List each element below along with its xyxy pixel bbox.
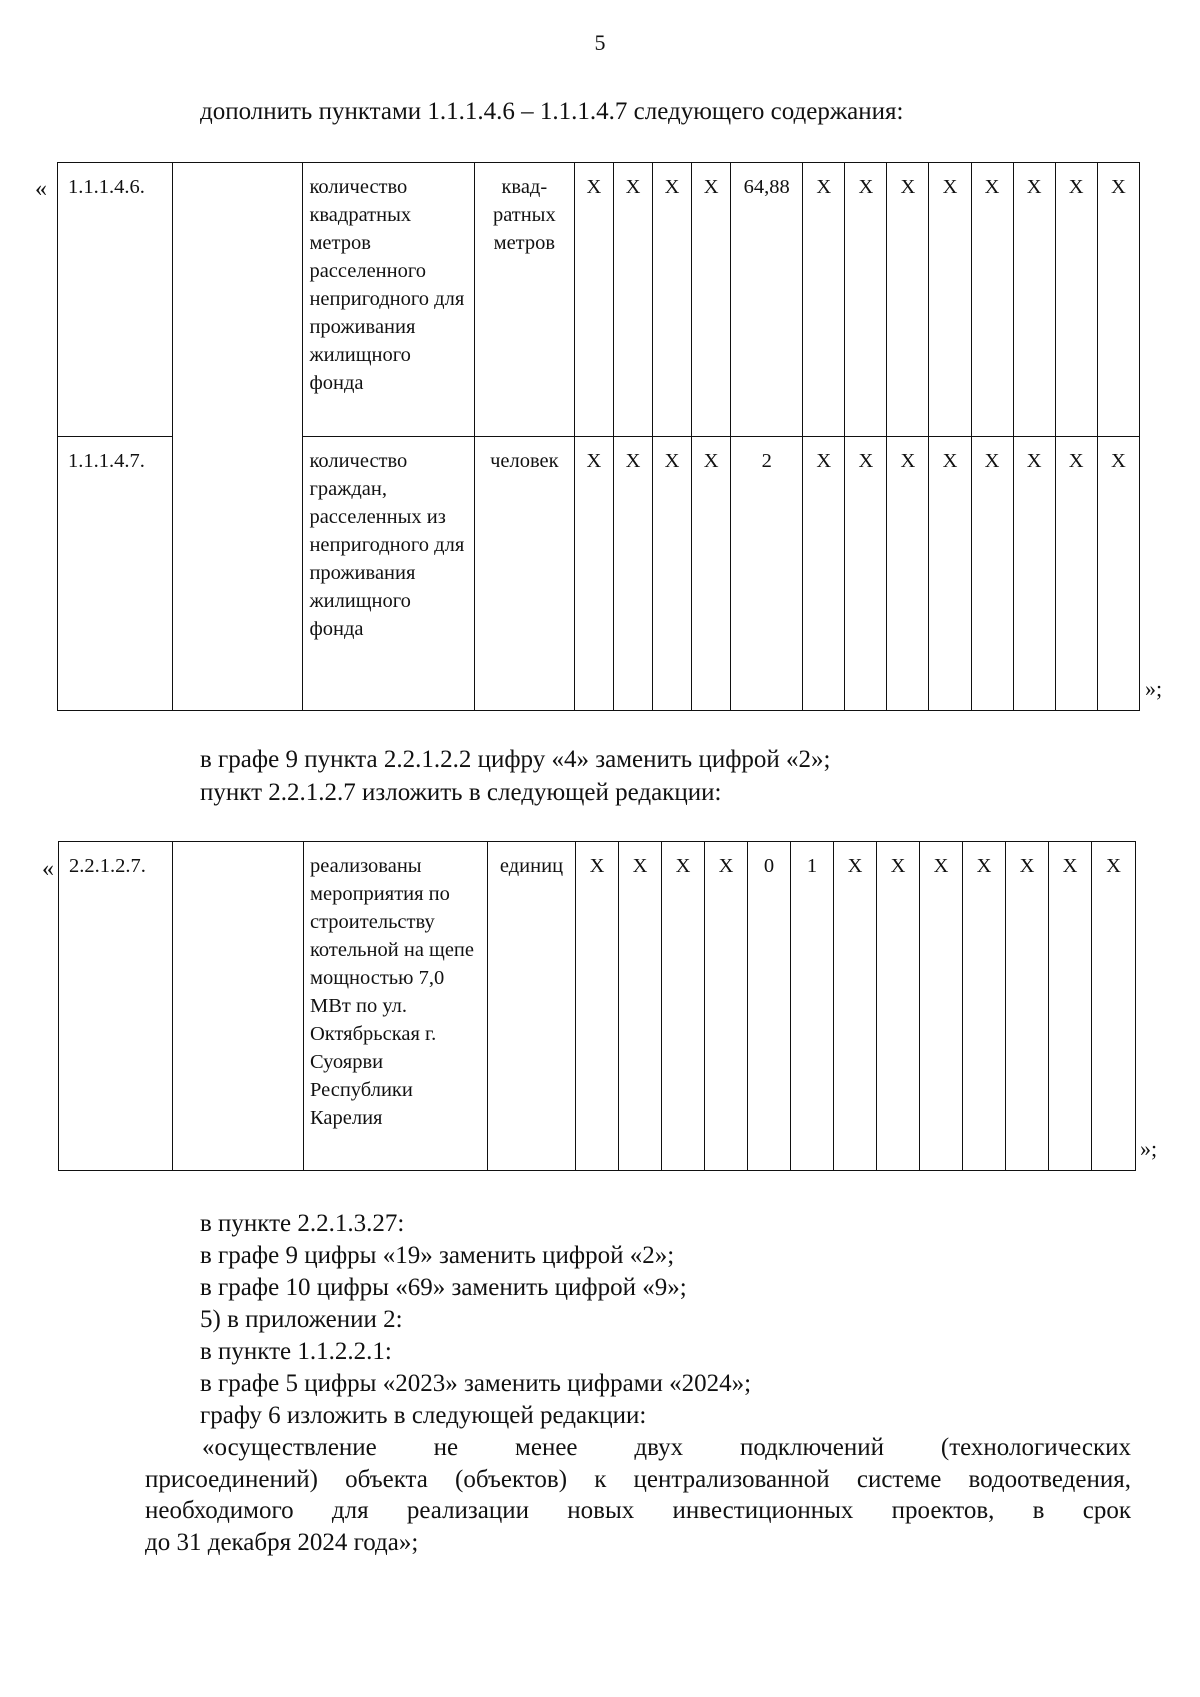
paragraph-line: «осуществление не менее двух подключений (технологических bbox=[202, 1434, 1131, 1461]
value-cell: X bbox=[576, 842, 619, 1171]
value-cell: X bbox=[1013, 163, 1055, 437]
middle-line-1: в графе 9 пункта 2.2.1.2.2 цифру «4» заменить цифрой «2»; bbox=[200, 746, 831, 773]
page-number: 5 bbox=[594, 30, 606, 55]
row-description: количество граждан, расселенных из непригодного для проживания жилищного фонда bbox=[303, 437, 474, 711]
value-cell: X bbox=[877, 842, 920, 1171]
table-row bbox=[59, 842, 1136, 1171]
value-cell: X bbox=[845, 437, 887, 711]
row-unit: единиц bbox=[488, 842, 576, 1171]
lower-line-2: в графе 9 цифры «19» заменить цифрой «2»; bbox=[200, 1242, 675, 1269]
lower-line-1: в пункте 2.2.1.3.27: bbox=[200, 1210, 405, 1237]
value-cell: 2 bbox=[731, 437, 803, 711]
table2 bbox=[58, 841, 1136, 1171]
value-cell: X bbox=[653, 163, 692, 437]
final-paragraph bbox=[145, 1432, 1131, 1559]
value-cell: X bbox=[1055, 437, 1097, 711]
lower-line-4: 5) в приложении 2: bbox=[200, 1306, 403, 1333]
table1-open-quote: « bbox=[35, 176, 47, 202]
value-cell: X bbox=[705, 842, 748, 1171]
value-cell: X bbox=[692, 163, 731, 437]
value-cell: 1 bbox=[791, 842, 834, 1171]
value-cell: X bbox=[692, 437, 731, 711]
value-cell: X bbox=[1049, 842, 1092, 1171]
value-cell: X bbox=[971, 163, 1013, 437]
value-cell: X bbox=[613, 163, 652, 437]
value-cell: X bbox=[1092, 842, 1136, 1171]
paragraph-line: необходимого для реализации новых инвестиционных проектов, в срок bbox=[145, 1497, 1131, 1525]
value-cell: X bbox=[653, 437, 692, 711]
table1-close-quote: »; bbox=[1145, 676, 1163, 701]
value-cell: X bbox=[1097, 163, 1139, 437]
table1 bbox=[57, 162, 1140, 711]
table2-open-quote: « bbox=[42, 856, 54, 882]
lower-line-6: в графе 5 цифры «2023» заменить цифрами «2024»; bbox=[200, 1370, 752, 1397]
value-cell: X bbox=[1013, 437, 1055, 711]
value-cell: 0 bbox=[748, 842, 791, 1171]
table-row bbox=[58, 163, 1140, 437]
value-cell: X bbox=[803, 163, 845, 437]
value-cell: X bbox=[662, 842, 705, 1171]
row-number: 2.2.1.2.7. bbox=[59, 842, 173, 1171]
empty-cell bbox=[173, 842, 304, 1171]
row-unit: квад-ратных метров bbox=[474, 163, 574, 437]
value-cell: X bbox=[1055, 163, 1097, 437]
lower-line-3: в графе 10 цифры «69» заменить цифрой «9»; bbox=[200, 1274, 687, 1301]
value-cell: 64,88 bbox=[731, 163, 803, 437]
row-unit: человек bbox=[474, 437, 574, 711]
value-cell: X bbox=[929, 437, 971, 711]
value-cell: X bbox=[1006, 842, 1049, 1171]
value-cell: X bbox=[574, 163, 613, 437]
table2-close-quote: »; bbox=[1140, 1136, 1158, 1161]
value-cell: X bbox=[887, 163, 929, 437]
row-number: 1.1.1.4.7. bbox=[58, 437, 173, 711]
value-cell: X bbox=[1097, 437, 1139, 711]
paragraph-line: до 31 декабря 2024 года»; bbox=[145, 1529, 419, 1557]
value-cell: X bbox=[887, 437, 929, 711]
lower-line-7: графу 6 изложить в следующей редакции: bbox=[200, 1402, 647, 1429]
empty-cell bbox=[173, 163, 303, 711]
lower-line-5: в пункте 1.1.2.2.1: bbox=[200, 1338, 392, 1365]
value-cell: X bbox=[619, 842, 662, 1171]
value-cell: X bbox=[971, 437, 1013, 711]
middle-line-2: пункт 2.2.1.2.7 изложить в следующей редакции: bbox=[200, 779, 722, 806]
paragraph-line: присоединений) объекта (объектов) к централизованной системе водоотведения, bbox=[145, 1465, 1131, 1493]
value-cell: X bbox=[929, 163, 971, 437]
value-cell: X bbox=[920, 842, 963, 1171]
value-cell: X bbox=[803, 437, 845, 711]
value-cell: X bbox=[574, 437, 613, 711]
value-cell: X bbox=[963, 842, 1006, 1171]
row-description: количество квадратных метров расселенного непригодного для проживания жилищного фонда bbox=[303, 163, 474, 437]
value-cell: X bbox=[613, 437, 652, 711]
row-description: реализованы мероприятия по строительству котельной на щепе мощностью 7,0 МВт по ул. Октябрьская г. Суоярви Республики Карелия bbox=[304, 842, 488, 1171]
value-cell: X bbox=[834, 842, 877, 1171]
row-number: 1.1.1.4.6. bbox=[58, 163, 173, 437]
intro-line: дополнить пунктами 1.1.1.4.6 – 1.1.1.4.7 следующего содержания: bbox=[200, 98, 904, 125]
value-cell: X bbox=[845, 163, 887, 437]
